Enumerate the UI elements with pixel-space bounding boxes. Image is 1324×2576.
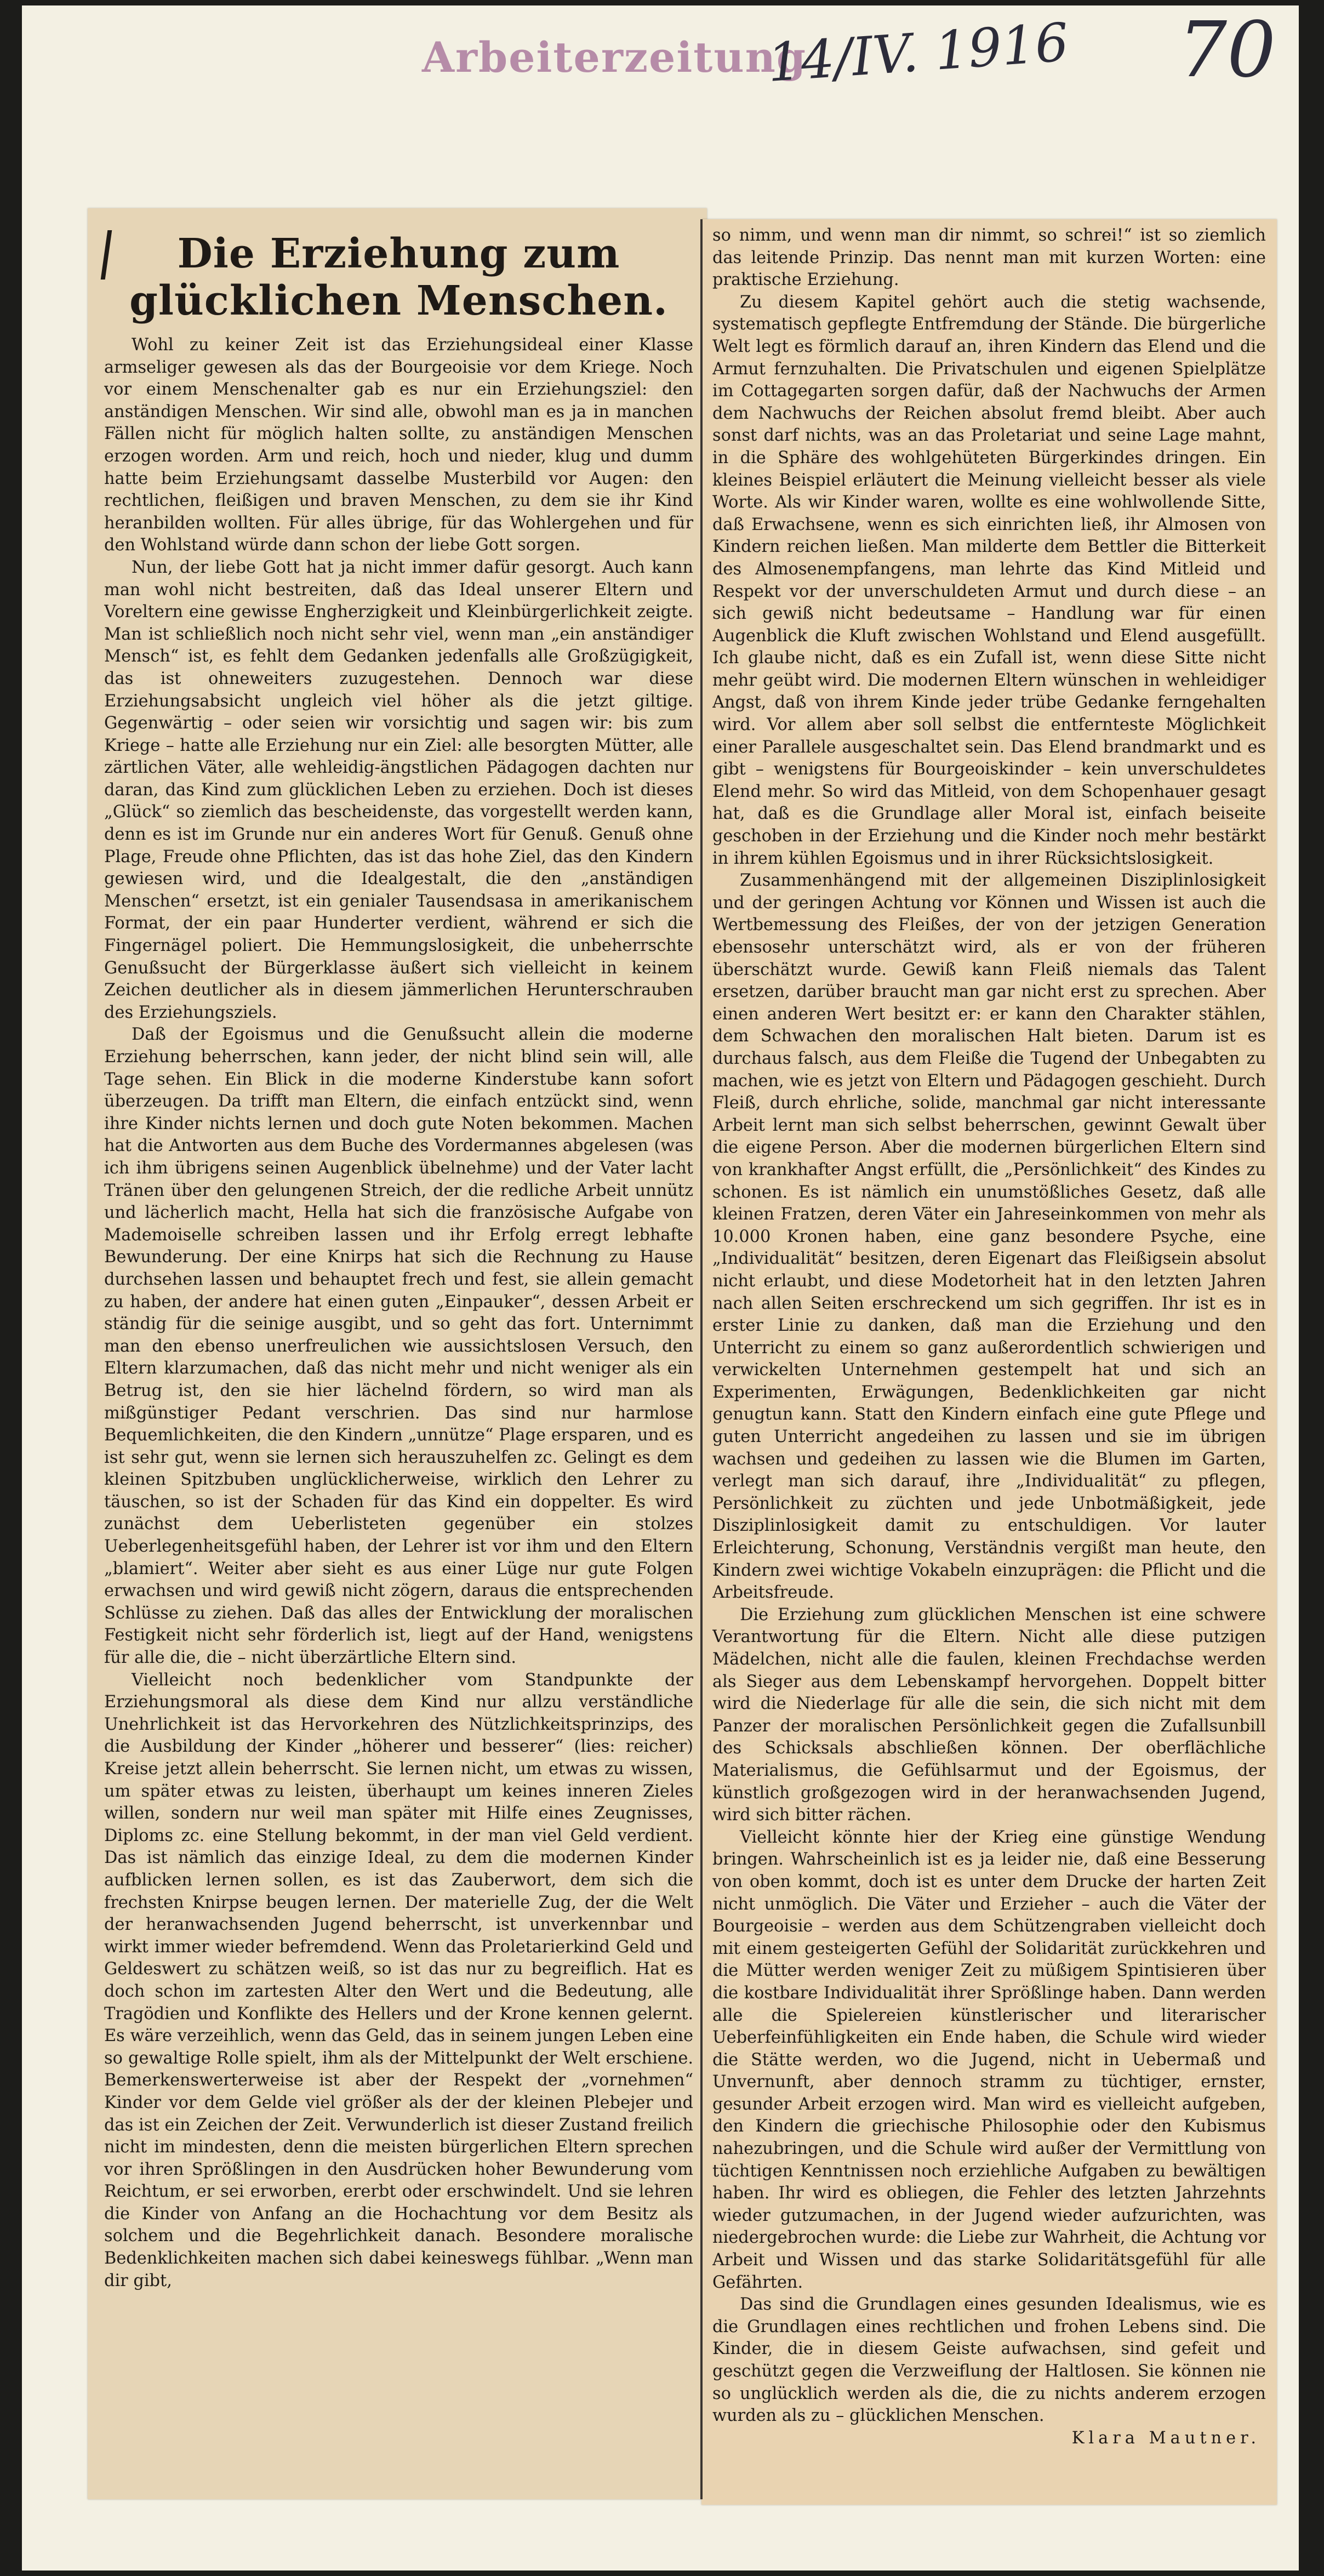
article-headline: Die Erziehung zum glücklichen Menschen. [129,230,668,324]
paragraph: Das sind die Grundlagen eines gesunden Idealismus, wie es die Grundlagen eines rechtlichen und frohen Lebens sind. Die Kinder, die in diesem Geiste aufwachsen, sind gefeit und geschützt gegen die Verzweiflung der Haltlosen. Sie können nie so unglücklich werden als die, die zu nichts anderem erzogen wurden als zu – glücklichen Menschen. [712,2295,1266,2426]
paragraph: Vielleicht noch bedenklicher vom Standpunkte der Erziehungsmoral als diese dem Kind nur allzu verständliche Unehrlichkeit ist das Hervorkehren des Nützlichkeitsprinzips, des die Ausbildung der Kinder „höherer und besserer“ (lies: reicher) Kreise jetzt allein beherrscht. Sie lernen nicht, um etwas zu wissen, um später etwas zu leisten, überhaupt um keines inneren Zieles willen, sondern nur weil man später mit Hilfe eines Zeugnisses, Diploms zc. eine Stellung bekommt, in der man viel Geld verdient. Das ist nämlich das einzige Ideal, zu dem die modernen Kinder aufblicken lernen sollen, es ist das Zauberwort, dem sich die frechsten Knirpse beugen lernen. Der materielle Zug, der die Welt der heranwachsenden Jugend beherrscht, ist unverkennbar und wirkt immer wieder befremdend. Wenn das Proletarierkind Geld und Geldeswert zu schätzen weiß, so ist das nur zu begreiflich. Hat es doch schon im zartesten Alter den Wert und die Bedeutung, alle Tragödien und Konflikte des Hellers und der Krone kennen gelernt. Es wäre verzeihlich, wenn das Geld, das in seinem jungen Leben eine so gewaltige Rolle spielt, ihm als der Mittelpunkt der Welt erschiene. Bemerkenswerterweise ist aber der Respekt der „vornehmen“ Kinder vor dem Gelde viel größer als der der kleinen Plebejer und das ist ein Zeichen der Zeit. Verwunderlich ist dieser Zustand freilich nicht im mindesten, denn die meisten bürgerlichen Eltern sprechen vor ihren Sprößlingen in den Ausdrücken hoher Bewunderung vom Reichtum, er sei erworben, ererbt oder erschwindelt. Und sie lehren die Kinder von Anfang an die Hochachtung vor dem Besitz als solchem und die Begehrlichkeit danach. Besondere moralische Bedenklichkeiten machen sich dabei keineswegs fühlbar. „Wenn man dir gibt, [104,1670,693,2290]
paragraph: Zusammenhängend mit der allgemeinen Disziplinlosigkeit und der geringen Achtung vor Können und Wissen ist auch die Wertbemessung des Fleißes, der von der jetzigen Generation ebensosehr unterschätzt wird, als er von der früheren überschätzt wurde. Gewiß kann Fleiß niemals das Talent ersetzen, darüber braucht man gar nicht erst zu sprechen. Aber einen anderen Wert besitzt er: er kann den Charakter stählen, dem Schwachen den moralischen Halt bieten. Darum ist es durchaus falsch, aus dem Fleiße die Tugend der Unbegabten zu machen, wie es jetzt von Eltern und Pädagogen geschieht. Durch Fleiß, durch ehrliche, solide, manchmal gar nicht interessante Arbeit lernt man sich selbst beherrschen, gewinnt Gewalt über die eigene Person. Aber die modernen bürgerlichen Eltern sind von krankhafter Angst erfüllt, die „Persönlichkeit“ des Kindes zu schonen. Es ist nämlich ein unumstößliches Gesetz, daß alle kleinen Fratzen, deren Väter ein Jahreseinkommen von mehr als 10.000 Kronen haben, eine ganz besondere Psyche, eine „Individualität“ besitzen, deren Eigenart das Fleißigsein absolut nicht erlaubt, und diese Modetorheit hat in den letzten Jahren nach allen Seiten erschreckend um sich gegriffen. Ihr ist es in erster Linie zu danken, daß man die Erziehung und den Unterricht zu einem so ganz außerordentlich schwierigen und verwickelten Unternehmen gestempelt hat und sich an Experimenten, Erwägungen, Bedenklichkeiten gar nicht genugtun kann. Statt den Kindern einfach eine gute Pflege und guten Unterricht angedeihen zu lassen und sie im übrigen wachsen und gedeihen zu lassen wie die Blumen im Garten, verlegt man sich darauf, ihre „Individualität“ zu pflegen, Persönlichkeit zu züchten und jede Unbotmäßigkeit, jede Disziplinlosigkeit damit zu entschuldigen. Vor lauter Erleichterung, Schonung, Verständnis vergißt man heute, den Kindern zwei wichtige Vokabeln einzuprägen: die Pflicht und die Arbeitsfreude. [712,871,1266,1603]
paragraph: Wohl zu keiner Zeit ist das Erziehungsideal einer Klasse armseliger gewesen als das der Bourgeoisie vor dem Kriege. Noch vor einem Menschenalter gab es nur ein Erziehungsziel: den anständigen Menschen. Wir sind alle, obwohl man es ja in manchen Fällen nicht für möglich halten sollte, zu anständigen Menschen erzogen worden. Arm und reich, hoch und nieder, klug und dumm hatte beim Erziehungsamt dasselbe Musterbild vor Augen: den rechtlichen, fleißigen und braven Menschen, zu dem sie ihr Kind heranbilden wollten. Für alles übrige, für das Wohlergehen und für den Wohlstand würde dann schon der liebe Gott sorgen. [104,335,693,555]
newspaper-stamp: Arbeiterzeitung [422,33,807,82]
paragraph: Die Erziehung zum glücklichen Menschen ist eine schwere Verantwortung für die Eltern. Nicht alle diese putzigen Mädelchen, nicht alle die faulen, kleinen Frechdachse werden als Sieger aus dem Lebenskampf hervorgehen. Doppelt bitter wird die Niederlage für alle die sein, die sich nicht mit dem Panzer der moralischen Persönlichkeit gegen die Zufallsunbill des Schicksals abschließen können. Der oberflächliche Materialismus, die Gefühlsarmut und der Egoismus, der künstlich großgezogen wird in der heranwachsenden Jugend, wird sich bitter rächen. [712,1605,1266,1825]
column-divider [700,219,703,2499]
paragraph: Daß der Egoismus und die Genußsucht allein die moderne Erziehung beherrschen, kann jeder, der nicht blind sein will, alle Tage sehen. Ein Blick in die moderne Kinderstube kann sofort überzeugen. Da trifft man Eltern, die einfach entzückt sind, wenn ihre Kinder nichts lernen und doch gute Noten bekommen. Machen hat die Antworten aus dem Buche des Vordermannes abgelesen (was ich ihm übrigens seinen Augenblick übelnehme) und der Vater lacht Tränen über den gelungenen Streich, der die redliche Arbeit unnütz und lächerlich macht, Hella hat sich die französische Aufgabe von Mademoiselle schreiben lassen und ihr Erfolg erregt lebhafte Bewunderung. Der eine Knirps hat sich die Rechnung zu Hause durchsehen lassen und behauptet frech und fest, sie allein gemacht zu haben, der andere hat einen guten „Einpauker“, dessen Arbeit er ständig für die seinige ausgibt, und so geht das fort. Unternimmt man den ebenso unerfreulichen wie aussichtslosen Versuch, den Eltern klarzumachen, daß das nicht mehr und nicht weniger als ein Betrug ist, den sie hier lächelnd fördern, so wird man als mißgünstiger Pedant verschrien. Das sind nur harmlose Bequemlichkeiten, die den Kindern „unnütze“ Plage ersparen, und es ist sehr gut, wenn sie lernen sich herauszuhelfen zc. Gelingt es dem kleinen Spitzbuben unglücklicherweise, wirklich den Lehrer zu täuschen, so ist der Schaden für das Kind ein doppelter. Es wird zunächst dem Ueberlisteten gegenüber ein stolzes Ueberlegenheitsgefühl haben, der Lehrer ist vor ihm und den Eltern „blamiert“. Weiter aber sieht es aus einer Lüge nur gute Folgen erwachsen und wird gewiß nicht zögern, daraus die entsprechenden Schlüsse zu ziehen. Daß das alles der Entwicklung der moralischen Festigkeit nicht sehr förderlich ist, liegt auf der Hand, wenigstens für alle die, die – nicht überzärtliche Eltern sind. [104,1025,693,1668]
handwritten-archive-number: 70 [1178,5,1276,95]
handwritten-date: 14/IV. 1916 [765,11,1071,94]
paragraph: Vielleicht könnte hier der Krieg eine günstige Wendung bringen. Wahrscheinlich ist es ja leider nie, daß eine Besserung von oben kommt, doch ist es unter dem Drucke der harten Zeit nicht unmöglich. Die Väter und Erzieher – auch die Väter der Bourgeoisie – werden aus dem Schützengraben vielleicht doch mit einem gesteigerten Gefühl der Solidarität zurückkehren und die Mütter werden weniger Zeit zu müßigem Spintisieren über die kostbare Individualität ihrer Sprößlinge haben. Dann werden alle die Spielereien künstlerischer und literarischer Ueberfeinfühligkeiten ein Ende haben, die Schule wird wieder die Stätte werden, wo die Jugend, nicht in Uebermaß und Unvernunft, aber dennoch stramm zu tüchtiger, ernster, gesunder Arbeit erzogen wird. Man wird es vielleicht aufgeben, den Kindern die griechische Philosophie oder den Kubismus nahezubringen, und die Schule wird außer der Vermittlung von tüchtigen Kenntnissen noch erziehliche Aufgaben zu bewältigen haben. Ihr wird es obliegen, die Fehler des letzten Jahrzehnts wieder gutzumachen, in der Jugend wieder aufzurichten, was niedergebrochen wurde: die Liebe zur Wahrheit, die Achtung vor Arbeit und Wissen und das starke Solidaritätsgefühl für alle Gefährten. [712,1827,1266,2292]
paragraph: Nun, der liebe Gott hat ja nicht immer dafür gesorgt. Auch kann man wohl nicht bestreiten, daß das Ideal unserer Eltern und Voreltern eine gewisse Engherzigkeit und Kleinbürgerlichkeit zeigte. Man ist schließlich noch nicht sehr viel, wenn man „ein anständiger Mensch“ ist, es fehlt dem Gedanken jedenfalls alle Großzügigkeit, das ist ohneweiters zuzugestehen. Dennoch war diese Erziehungsabsicht ungleich viel höher als die jetzt giltige. Gegenwärtig – oder seien wir vorsichtig und sagen wir: bis zum Kriege – hatte alle Erziehung nur ein Ziel: alle besorgten Mütter, alle zärtlichen Väter, alle wehleidig-ängstlichen Pädagogen dachten nur daran, das Kind zum glücklichen Leben zu erziehen. Doch ist dieses „Glück“ so ziemlich das bescheidenste, das vorgestellt werden kann, denn es ist im Grunde nur ein anderes Wort für Genuß. Genuß ohne Plage, Freude ohne Pflichten, das ist das hohe Ziel, das den Kindern gewiesen wird, und die Idealgestalt, die den „anständigen Menschen“ ersetzt, ist ein genialer Tausendsasa in amerikanischem Format, der ein paar Hunderter verdient, während er sich die Fingernägel poliert. Die Hemmungslosigkeit, die unbeherrschte Genußsucht der Bürgerklasse äußert sich vielleicht in keinem Zeichen deutlicher als in diesem jämmerlichen Herunterschrauben des Erziehungsziels. [104,557,693,1022]
article-right-column [712,225,1266,2494]
paragraph: Zu diesem Kapitel gehört auch die stetig wachsende, systematisch gepflegte Entfremdung der Stände. Die bürgerliche Welt legt es förmlich darauf an, ihren Kindern das Elend und die Armut fernzuhalten. Die Privatschulen und eigenen Spielplätze im Cottagegarten sorgen dafür, daß der Nachwuchs der Armen dem Nachwuchs der Reichen absolut fremd bleibt. Aber auch sonst darf nichts, was an das Proletariat und seine Lage mahnt, in die Sphäre des wohlgehüteten Bürgerkindes dringen. Ein kleines Beispiel erläutert die Meinung vielleicht besser als viele Worte. Als wir Kinder waren, wollte es eine wohlwollende Sitte, daß Erwachsene, wenn es sich einrichten ließ, ihr Almosen von Kindern reichen ließen. Man milderte dem Bettler die Bitterkeit des Almosenempfangens, man lehrte das Kind Mitleid und Respekt vor der unverschuldeten Armut und durch diese – an sich gewiß nicht bedeutsame – Handlung war für einen Augenblick die Kluft zwischen Wohlstand und Elend ausgefüllt. Ich glaube nicht, daß es ein Zufall ist, wenn diese Sitte nicht mehr geübt wird. Die modernen Eltern wünschen in wehleidiger Angst, daß von ihrem Kinde jeder trübe Gedanke ferngehalten wird. Vor allem aber soll selbst die entfernteste Möglichkeit einer Parallele ausgeschaltet sein. Das Elend brandmarkt und es gibt – wenigstens für Bourgeoiskinder – kein unverschuldetes Elend mehr. So wird das Mitleid, von dem Schopenhauer gesagt hat, daß es die Grundlage aller Moral ist, einfach beiseite geschoben in der Erziehung und die Kinder noch mehr bestärkt in ihrem kühlen Egoismus und in ihrer Rücksichtslosigkeit. [712,292,1266,868]
article-left-column [104,225,693,2488]
author-signature: Klara Mautner. [1071,2428,1260,2448]
paragraph: so nimm, und wenn man dir nimmt, so schrei!“ ist so ziemlich das leitende Prinzip. Das nennt man mit kurzen Worten: eine praktische Erziehung. [712,226,1266,290]
